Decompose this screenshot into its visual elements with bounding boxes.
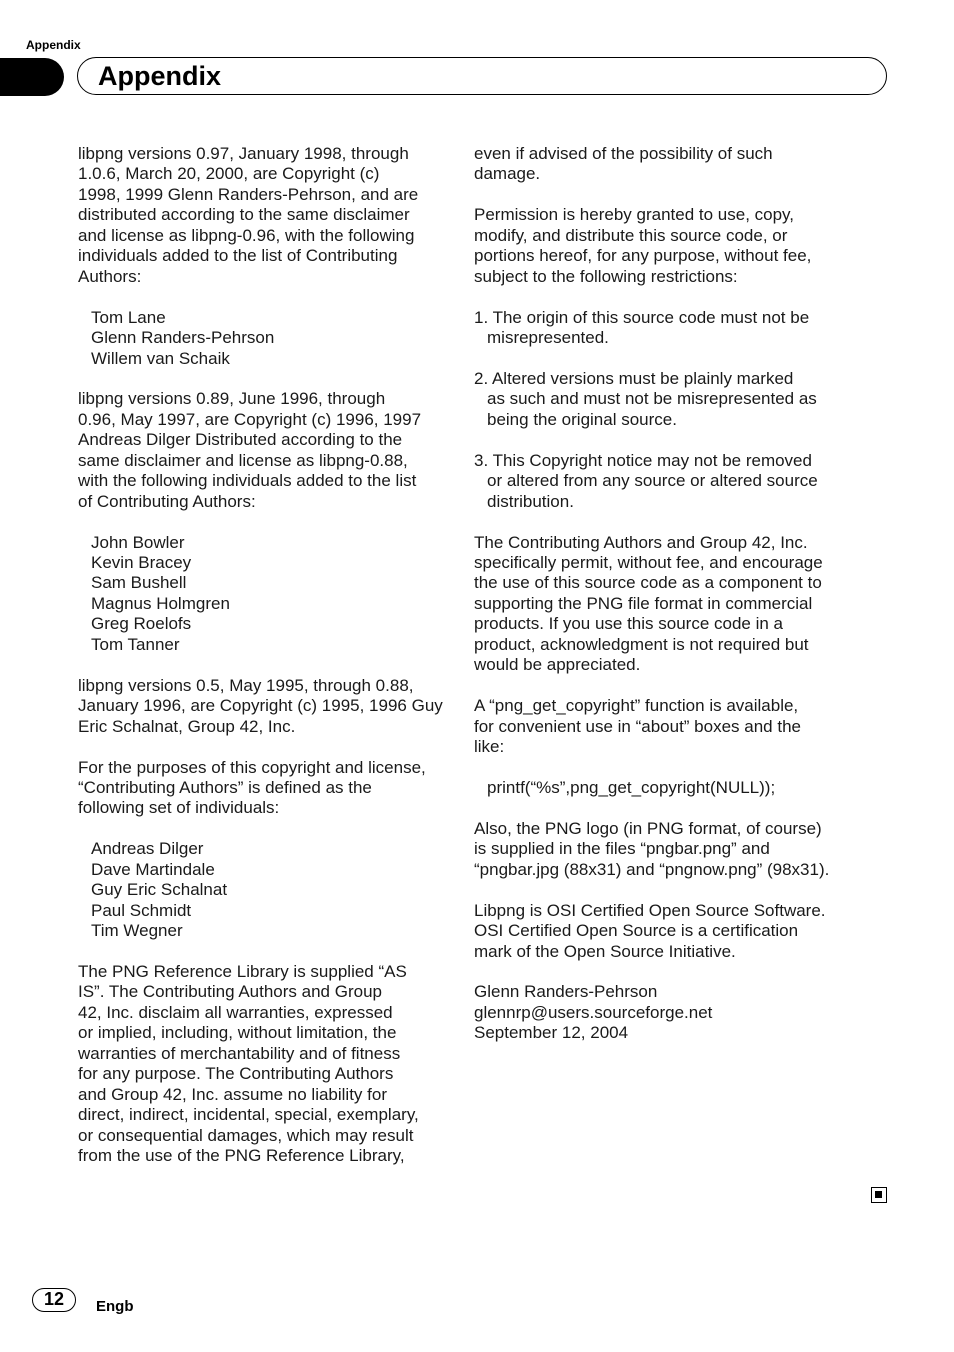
numbered-item: 2. Altered versions must be plainly marked as such and must not be misrepresented as being the original source. — [474, 368, 817, 429]
list-item: Magnus Holmgren — [91, 593, 230, 613]
paragraph: Also, the PNG logo (in PNG format, of course) is supplied in the files “pngbar.png” and “pngbar.jpg (88x31) and “pngnow.png” (98x31). — [474, 818, 830, 879]
code-line: printf(“%s”,png_get_copyright(NULL)); — [487, 777, 776, 797]
list-item: Paul Schmidt — [91, 900, 192, 920]
list-item: Kevin Bracey — [91, 553, 192, 573]
running-header: Appendix — [26, 38, 81, 52]
list-item: Tom Tanner — [91, 634, 180, 654]
list-item: John Bowler — [91, 532, 185, 552]
paragraph: libpng versions 0.89, June 1996, through 0.96, May 1997, are Copyright (c) 1996, 1997 Andreas Dilger Distributed according to the same disclaimer and license as libpng-0.88, with the following individuals added to the list of Contributing Authors: — [78, 389, 422, 511]
right-column — [474, 144, 858, 1044]
section-title-bar — [77, 57, 887, 95]
paragraph: libpng versions 0.5, May 1995, through 0.88, January 1996, are Copyright (c) 1995, 1996 Guy Eric Schalnat, Group 42, Inc. — [78, 675, 443, 736]
paragraph: Libpng is OSI Certified Open Source Software. OSI Certified Open Source is a certification mark of the Open Source Initiative. — [474, 900, 826, 961]
numbered-item: 3. This Copyright notice may not be removed or altered from any source or altered source distribution. — [474, 450, 818, 511]
list-item: Tim Wegner — [91, 921, 183, 941]
list-item: Andreas Dilger — [91, 839, 204, 859]
list-item: Sam Bushell — [91, 573, 187, 593]
signature-block: Glenn Randers-Pehrson glennrp@users.sourceforge.net September 12, 2004 — [474, 982, 713, 1043]
paragraph: For the purposes of this copyright and license, “Contributing Authors” is defined as the following set of individuals: — [78, 757, 426, 818]
section-tab-marker — [0, 58, 64, 96]
paragraph: A “png_get_copyright” function is available, for convenient use in “about” boxes and the like: — [474, 696, 801, 757]
list-item: Willem van Schaik — [91, 348, 230, 368]
left-column — [78, 144, 458, 1167]
page-number: 12 — [32, 1288, 76, 1312]
end-of-section-square-icon — [871, 1187, 887, 1203]
list-item: Greg Roelofs — [91, 614, 192, 634]
paragraph: Permission is hereby granted to use, copy, modify, and distribute this source code, or portions hereof, for any purpose, without fee, subject to the following restrictions: — [474, 205, 812, 286]
paragraph: The PNG Reference Library is supplied “AS IS”. The Contributing Authors and Group 42, Inc. disclaim all warranties, expressed or implied, including, without limitation, the warranties of merchantability and of fitness for any purpose. The Contributing Authors and Group 42, Inc. assume no liability for direct, indirect, incidental, special, exemplary, or consequential damages, which may result from the use of the PNG Reference Library, — [78, 962, 419, 1166]
numbered-item: 1. The origin of this source code must not be misrepresented. — [474, 307, 810, 348]
paragraph: The Contributing Authors and Group 42, Inc. specifically permit, without fee, and encourage the use of this source code as a component to supporting the PNG file format in commercial products. If you use this source code in a product, acknowledgment is not required but would be appreciated. — [474, 532, 823, 675]
list-item: Tom Lane — [91, 307, 166, 327]
list-item: Glenn Randers-Pehrson — [91, 328, 275, 348]
language-code: Engb — [96, 1298, 134, 1315]
section-title: Appendix — [98, 61, 222, 91]
list-item: Guy Eric Schalnat — [91, 880, 228, 900]
list-item: Dave Martindale — [91, 859, 215, 879]
paragraph: even if advised of the possibility of such damage. — [474, 144, 773, 184]
paragraph: libpng versions 0.97, January 1998, through 1.0.6, March 20, 2000, are Copyright (c) 1998, 1999 Glenn Randers-Pehrson, and are distributed according to the same disclaimer and license as libpng-0.96, with the following individuals added to the list of Contributing Authors: — [78, 144, 419, 286]
